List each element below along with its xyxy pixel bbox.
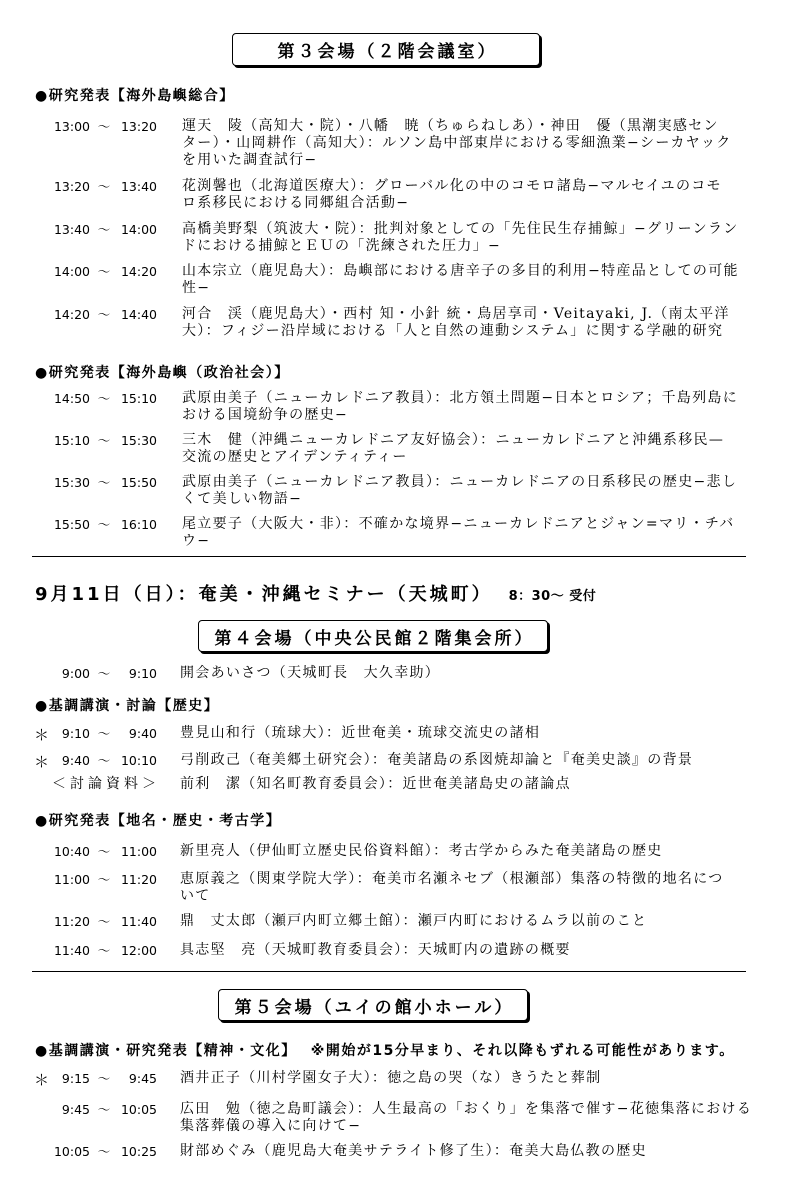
section-heading: ●研究発表【海外島嶼総合】: [35, 88, 235, 104]
time-slot: [52, 118, 157, 135]
description-line: 尾立要子（大阪大・非）：不確かな境界−ニューカレドニアとジャン=マリ・チバ: [182, 516, 735, 532]
start-time: 13:40: [53, 222, 90, 237]
section-heading: ●基調講演・討論【歴史】: [35, 698, 220, 714]
time-separator: 〜: [97, 666, 111, 681]
time-separator: 〜: [97, 1102, 111, 1117]
time-separator: 〜: [97, 119, 111, 134]
start-time: 13:20: [53, 179, 90, 194]
description-line: 運天 陵（高知大・院）・八幡 暁（ちゅらねしあ）・神田 優（黒潮実感セン: [182, 118, 719, 134]
presentation-description: [182, 390, 738, 424]
section-divider: [32, 556, 746, 557]
time-slot: [52, 913, 157, 930]
description-line: 鼎 丈太郎（瀬戸内町立郷土館）：瀬戸内町におけるムラ以前のこと: [180, 913, 648, 929]
time-separator: 〜: [97, 753, 111, 768]
time-separator: 〜: [97, 307, 111, 322]
description-line: 豊見山和行（琉球大）：近世奄美・琉球交流史の諸相: [180, 725, 541, 741]
presentation-description: [180, 1143, 647, 1160]
time-separator: 〜: [97, 433, 111, 448]
description-line: 具志堅 亮（天城町教育委員会）：天城町内の遺跡の概要: [180, 942, 571, 958]
description-line: ター）・山岡耕作（高知大）：ルソン島中部東岸における零細漁業−シーカヤック: [182, 135, 732, 151]
reception-time: 8：30〜 受付: [508, 589, 597, 604]
time-slot: [52, 752, 157, 769]
start-time: 14:00: [53, 264, 90, 279]
presentation-description: [182, 306, 730, 340]
end-time: 10:10: [120, 753, 157, 768]
schedule-change-note: ※開始が15分早まり、それ以降もずれる可能性があります。: [310, 1043, 735, 1059]
start-time: 14:50: [53, 391, 90, 406]
venue-4-title-box: [198, 620, 548, 652]
presentation-description: [180, 913, 647, 930]
presentation-description: [182, 516, 735, 550]
end-time: 10:25: [120, 1144, 157, 1159]
keynote-asterisk: ＊: [34, 753, 50, 771]
time-separator: 〜: [97, 1071, 111, 1086]
time-slot: [52, 871, 157, 888]
description-line: 広田 勉（徳之島町議会）：人生最高の「おくり」を集落で催す−花徳集落における: [180, 1101, 753, 1117]
presentation-description: [180, 843, 663, 860]
time-slot: [52, 221, 157, 238]
start-time: 9:40: [61, 753, 90, 768]
end-time: 9:10: [128, 666, 157, 681]
description-line: 前利 潔（知名町教育委員会）：近世奄美諸島史の諸論点: [180, 776, 571, 792]
day-title: 9月11日（日）：奄美・沖縄セミナー（天城町）: [35, 584, 493, 605]
section-heading: ●研究発表【地名・歴史・考古学】: [35, 813, 282, 829]
description-line: いて: [180, 888, 211, 904]
end-time: 14:00: [120, 222, 157, 237]
time-slot: [52, 432, 157, 449]
time-slot: [52, 178, 157, 195]
time-slot: [52, 1070, 157, 1087]
start-time: 9:10: [61, 726, 90, 741]
description-line: ドにおける捕鯨とＥＵの「洗練された圧力」−: [182, 238, 502, 254]
start-time: 11:40: [53, 943, 90, 958]
description-line: 武原由美子（ニューカレドニア教員）：ニューカレドニアの日系移民の歴史−悲し: [182, 474, 738, 490]
description-line: ウ−: [182, 533, 211, 549]
start-time: 10:40: [53, 844, 90, 859]
section-heading: [35, 1043, 735, 1060]
description-line: 山本宗立（鹿児島大）：島嶼部における唐辛子の多目的利用−特産品としての可能: [182, 263, 739, 279]
end-time: 10:05: [120, 1102, 157, 1117]
description-line: 交流の歴史とアイデンティティー: [182, 449, 408, 465]
description-line: 酒井正子（川村学園女子大）：徳之島の哭（な）きうたと葬制: [180, 1070, 602, 1086]
time-separator: 〜: [97, 475, 111, 490]
venue-3-title: 第３会場（２階会議室）: [277, 42, 498, 62]
end-time: 12:00: [120, 943, 157, 958]
description-line: 財部めぐみ（鹿児島大奄美サテライト修了生）：奄美大島仏教の歴史: [180, 1143, 647, 1159]
discussion-material-label: ＜討論資料＞: [52, 776, 160, 792]
start-time: 9:45: [61, 1102, 90, 1117]
time-separator: 〜: [97, 844, 111, 859]
time-separator: 〜: [97, 391, 111, 406]
time-slot: [52, 665, 157, 682]
start-time: 10:05: [53, 1144, 90, 1159]
venue-4-title: 第４会場（中央公民館２階集会所）: [214, 628, 535, 649]
presentation-description: [180, 871, 724, 905]
section-divider: [32, 971, 746, 972]
end-time: 9:40: [128, 726, 157, 741]
section-heading-label: ●基調講演・研究発表【精神・文化】: [35, 1043, 297, 1059]
section-heading: ●研究発表【海外島嶼（政治社会）】: [35, 365, 290, 381]
start-time: 14:20: [53, 307, 90, 322]
description-line: 三木 健（沖縄ニューカレドニア友好協会）：ニューカレドニアと沖縄系移民—: [182, 432, 725, 448]
time-slot: [52, 843, 157, 860]
time-slot: [52, 263, 157, 280]
time-separator: 〜: [97, 264, 111, 279]
keynote-asterisk: ＊: [34, 1071, 50, 1089]
start-time: 15:50: [53, 517, 90, 532]
time-slot: [52, 1143, 157, 1160]
presentation-description: [180, 725, 540, 742]
end-time: 14:40: [120, 307, 157, 322]
end-time: 13:40: [120, 179, 157, 194]
day-header: [35, 583, 596, 607]
presentation-description: [182, 118, 732, 169]
start-time: 11:20: [53, 914, 90, 929]
time-slot: [52, 306, 157, 323]
presentation-description: [182, 178, 722, 212]
start-time: 15:10: [53, 433, 90, 448]
presentation-description: [180, 665, 440, 682]
description-line: おける国境紛争の歴史−: [182, 407, 349, 423]
start-time: 9:15: [61, 1071, 90, 1086]
description-line: 恵原義之（関東学院大学）：奄美市名瀬ネセブ（根瀬部）集落の特徴的地名につ: [180, 871, 724, 887]
description-line: 河合 渓（鹿児島大）・西村 知・小針 統・鳥居享司・Veitayaki, J.（南太平洋: [182, 306, 730, 322]
description-line: ロ系移民における同郷組合活動−: [182, 195, 410, 211]
venue-5-title-box: [218, 989, 528, 1021]
end-time: 15:30: [120, 433, 157, 448]
end-time: 11:40: [120, 914, 157, 929]
description-line: 高橋美野梨（筑波大・院）：批判対象としての「先住民生存捕鯨」−グリーンラン: [182, 221, 739, 237]
description-line: 大）：フィジー沿岸域における「人と自然の連動システム」に関する学融的研究: [182, 323, 724, 339]
venue-5-title: 第５会場（ユイの館小ホール）: [234, 997, 515, 1018]
description-line: 開会あいさつ（天城町長 大久幸助）: [180, 665, 441, 681]
description-line: 花渕馨也（北海道医療大）：グローバル化の中のコモロ諸島−マルセイユのコモ: [182, 178, 722, 194]
end-time: 16:10: [120, 517, 157, 532]
time-slot: [52, 390, 157, 407]
presentation-description: [180, 752, 693, 769]
time-slot: [52, 1101, 157, 1118]
time-separator: 〜: [97, 872, 111, 887]
start-time: 9:00: [61, 666, 90, 681]
end-time: 15:10: [120, 391, 157, 406]
start-time: 13:00: [53, 119, 90, 134]
presentation-description: [182, 263, 739, 297]
time-slot: [52, 942, 157, 959]
end-time: 11:20: [120, 872, 157, 887]
keynote-asterisk: ＊: [34, 726, 50, 744]
presentation-description: [180, 776, 571, 793]
description-line: 性−: [182, 280, 211, 296]
time-separator: 〜: [97, 179, 111, 194]
description-line: くて美しい物語−: [182, 491, 303, 507]
end-time: 14:20: [120, 264, 157, 279]
description-line: 弓削政己（奄美郷土研究会）：奄美諸島の系図焼却論と『奄美史談』の背景: [180, 752, 694, 768]
presentation-description: [180, 942, 571, 959]
presentation-description: [180, 1070, 601, 1087]
time-slot: [52, 474, 157, 491]
time-separator: 〜: [97, 222, 111, 237]
time-separator: 〜: [97, 726, 111, 741]
time-separator: 〜: [97, 1144, 111, 1159]
time-separator: 〜: [97, 943, 111, 958]
presentation-description: [182, 474, 737, 508]
presentation-description: [182, 432, 724, 466]
description-line: を用いた調査試行−: [182, 152, 318, 168]
end-time: 9:45: [128, 1071, 157, 1086]
end-time: 15:50: [120, 475, 157, 490]
time-separator: 〜: [97, 914, 111, 929]
time-slot: [52, 516, 157, 533]
end-time: 13:20: [120, 119, 157, 134]
time-separator: 〜: [97, 517, 111, 532]
venue-3-title-box: [232, 33, 540, 66]
presentation-description: [182, 221, 739, 255]
start-time: 11:00: [53, 872, 90, 887]
description-line: 集落葬儀の導入に向けて−: [180, 1118, 362, 1134]
description-line: 新里亮人（伊仙町立歴史民俗資料館）：考古学からみた奄美諸島の歴史: [180, 843, 663, 859]
presentation-description: [180, 1101, 752, 1135]
time-slot: [52, 725, 157, 742]
description-line: 武原由美子（ニューカレドニア教員）：北方領土問題−日本とロシア；千島列島に: [182, 390, 738, 406]
end-time: 11:00: [120, 844, 157, 859]
start-time: 15:30: [53, 475, 90, 490]
